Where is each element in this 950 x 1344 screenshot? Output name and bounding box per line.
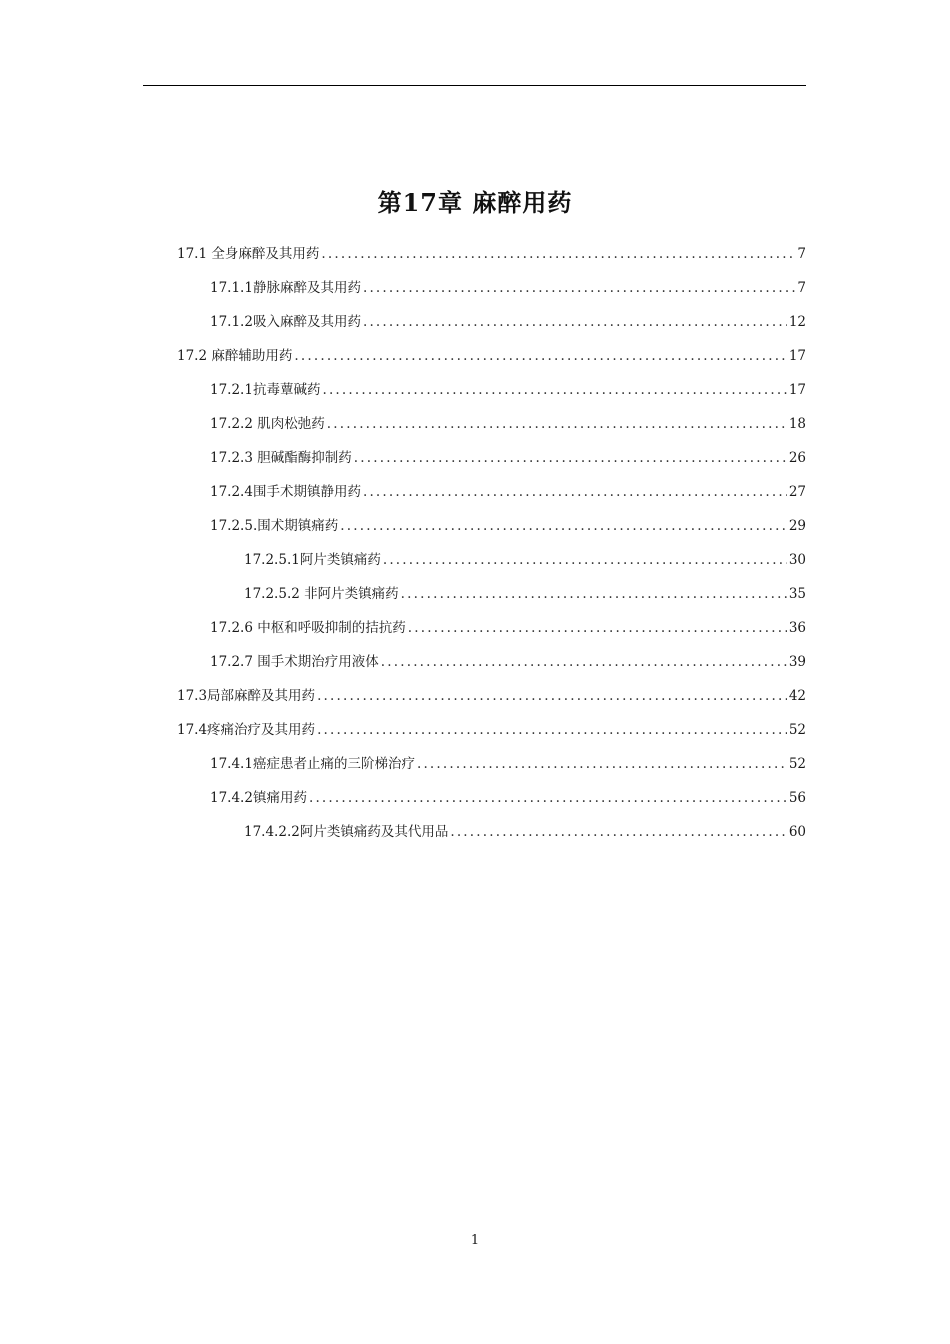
toc-dot-leader <box>309 792 787 806</box>
toc-entry-label: 17.2.7 围手术期治疗用液体 <box>210 654 379 671</box>
toc-entry-label: 17.2.2 肌肉松弛药 <box>210 416 325 433</box>
toc-dot-leader <box>363 486 787 500</box>
toc-entry[interactable] <box>0 238 950 272</box>
toc-entry[interactable] <box>0 510 950 544</box>
toc-entry[interactable] <box>0 680 950 714</box>
toc-entry-page: 39 <box>788 654 806 671</box>
toc-entry[interactable] <box>0 612 950 646</box>
toc-entry-label: 17.4.2镇痛用药 <box>210 790 307 807</box>
toc-entry[interactable] <box>0 272 950 306</box>
toc-entry-label: 17.2.5.围术期镇痛药 <box>210 518 339 535</box>
toc-entry-page: 18 <box>788 416 806 433</box>
toc-entry-page: 30 <box>788 552 806 569</box>
toc-dot-leader <box>363 282 795 296</box>
toc-entry-page: 60 <box>788 824 806 841</box>
toc-entry[interactable] <box>0 306 950 340</box>
toc-dot-leader <box>317 724 787 738</box>
toc-entry[interactable] <box>0 782 950 816</box>
toc-entry-label: 17.4.1癌症患者止痛的三阶梯治疗 <box>210 756 415 773</box>
toc-dot-leader <box>401 588 787 602</box>
toc-entry-page: 36 <box>788 620 806 637</box>
toc-entry-label: 17.2.5.2 非阿片类镇痛药 <box>244 586 399 603</box>
toc-entry[interactable] <box>0 374 950 408</box>
toc-entry-page: 56 <box>788 790 806 807</box>
toc-entry[interactable] <box>0 646 950 680</box>
toc-dot-leader <box>417 758 787 772</box>
toc-entry[interactable] <box>0 544 950 578</box>
toc-entry-page: 52 <box>788 756 806 773</box>
toc-entry-label: 17.2.3 胆碱酯酶抑制药 <box>210 450 352 467</box>
toc-entry[interactable] <box>0 578 950 612</box>
toc-entry-label: 17.3局部麻醉及其用药 <box>177 688 316 705</box>
toc-dot-leader <box>294 350 786 364</box>
toc-entry[interactable] <box>0 442 950 476</box>
toc-entry[interactable] <box>0 340 950 374</box>
toc-dot-leader <box>383 554 787 568</box>
toc-entry-label: 17.2.1抗毒蕈碱药 <box>210 382 321 399</box>
toc-entry-page: 7 <box>797 246 806 263</box>
toc-entry-label: 17.2.6 中枢和呼吸抑制的拮抗药 <box>210 620 406 637</box>
toc-entry-page: 35 <box>788 586 806 603</box>
page-number: 1 <box>470 1233 480 1248</box>
toc-entry-page: 12 <box>788 314 806 331</box>
toc-entry[interactable] <box>0 748 950 782</box>
toc-entry-label: 17.1 全身麻醉及其用药 <box>177 246 320 263</box>
toc-dot-leader <box>321 248 795 262</box>
chapter-title: 第17章 麻醉用药 <box>377 188 573 217</box>
toc-entry-label: 17.1.2吸入麻醉及其用药 <box>210 314 361 331</box>
toc-dot-leader <box>450 826 786 840</box>
toc-entry-label: 17.2.5.1阿片类镇痛药 <box>244 552 381 569</box>
toc-entry-page: 17 <box>788 348 806 365</box>
toc-dot-leader <box>354 452 787 466</box>
toc-dot-leader <box>363 316 787 330</box>
toc-dot-leader <box>322 384 786 398</box>
toc-dot-leader <box>408 622 787 636</box>
toc-entry-page: 17 <box>788 382 806 399</box>
toc-entry[interactable] <box>0 476 950 510</box>
toc-entry[interactable] <box>0 408 950 442</box>
toc-entry-page: 42 <box>788 688 806 705</box>
toc-entry[interactable] <box>0 714 950 748</box>
toc-entry-page: 26 <box>788 450 806 467</box>
toc-entry-label: 17.2.4围手术期镇静用药 <box>210 484 361 501</box>
toc-entry[interactable] <box>0 816 950 850</box>
toc-entry-page: 7 <box>797 280 806 297</box>
toc-entry-page: 27 <box>788 484 806 501</box>
toc-entry-label: 17.4.2.2阿片类镇痛药及其代用品 <box>244 824 449 841</box>
header-rule <box>143 85 806 86</box>
toc-dot-leader <box>340 520 787 534</box>
toc-dot-leader <box>381 656 787 670</box>
toc-entry-page: 52 <box>788 722 806 739</box>
table-of-contents <box>0 238 950 850</box>
toc-dot-leader <box>327 418 787 432</box>
toc-entry-label: 17.4疼痛治疗及其用药 <box>177 722 316 739</box>
toc-entry-label: 17.2 麻醉辅助用药 <box>177 348 293 365</box>
toc-entry-label: 17.1.1静脉麻醉及其用药 <box>210 280 361 297</box>
toc-entry-page: 29 <box>788 518 806 535</box>
toc-dot-leader <box>317 690 787 704</box>
